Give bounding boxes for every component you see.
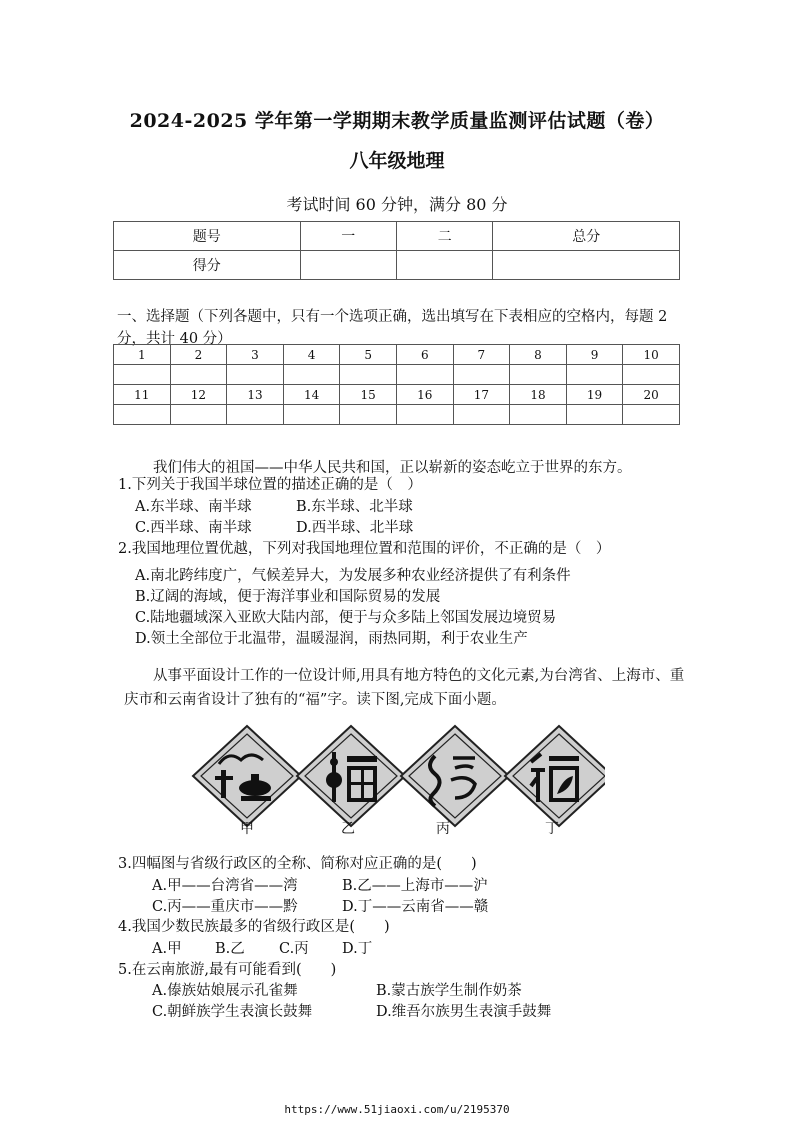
figure-label-jia: 甲	[240, 821, 254, 837]
table-row	[114, 251, 680, 280]
answer-cell[interactable]	[227, 365, 284, 385]
section-one-heading: 一、选择题（下列各题中，只有一个选项正确，选出填写在下表相应的空格内，每题 2 分，共计 40 分）	[117, 309, 668, 347]
score-header-cell: 一	[300, 222, 396, 251]
answer-cell[interactable]	[510, 365, 567, 385]
option-a: A.傣族姑娘展示孔雀舞	[152, 983, 298, 999]
table-row	[114, 222, 680, 251]
option-b: B.东半球、北半球	[296, 499, 413, 515]
table-row	[114, 345, 680, 365]
answer-cell[interactable]	[227, 405, 284, 425]
answer-cell[interactable]	[114, 405, 171, 425]
option-c: C.朝鲜族学生表演长鼓舞	[152, 1004, 313, 1020]
score-header-cell: 总分	[493, 222, 680, 251]
option-d: D.维吾尔族男生表演手鼓舞	[376, 1004, 552, 1020]
answer-number-cell: 13	[227, 385, 284, 405]
answer-number-cell: 3	[227, 345, 284, 365]
answer-number-cell: 15	[340, 385, 397, 405]
answer-cell[interactable]	[453, 365, 510, 385]
answer-number-cell: 12	[170, 385, 227, 405]
figure-label-bing: 丙	[436, 821, 450, 837]
score-table	[113, 221, 680, 280]
answer-cell[interactable]	[170, 365, 227, 385]
answer-number-cell: 7	[453, 345, 510, 365]
option-d: D.西半球、北半球	[296, 520, 414, 536]
question-stem: 3.四幅图与省级行政区的全称、简称对应正确的是( )	[118, 856, 477, 872]
answer-cell[interactable]	[453, 405, 510, 425]
option-d: D.领土全部位于北温带，温暖湿润，雨热同期，利于农业生产	[135, 631, 528, 647]
exam-title: 2024-2025 学年第一学期期末教学质量监测评估试题（卷）	[129, 110, 665, 132]
answer-cell[interactable]	[396, 405, 453, 425]
option-c: C.西半球、南半球	[135, 520, 252, 536]
question-stem: 2.我国地理位置优越，下列对我国地理位置和范围的评价，不正确的是（ ）	[118, 541, 611, 557]
fu-diamond-bing	[401, 726, 509, 826]
table-row	[114, 365, 680, 385]
score-row-label: 得分	[114, 251, 301, 280]
footer-url[interactable]: https://www.51jiaoxi.com/u/2195370	[284, 1103, 510, 1116]
answer-number-cell: 18	[510, 385, 567, 405]
subject-title: 八年级地理	[349, 150, 445, 172]
answer-number-cell: 16	[396, 385, 453, 405]
answer-cell[interactable]	[283, 405, 340, 425]
score-cell[interactable]	[493, 251, 680, 280]
option-b: B.辽阔的海域，便于海洋事业和国际贸易的发展	[135, 589, 441, 605]
answer-cell[interactable]	[340, 405, 397, 425]
answer-number-cell: 14	[283, 385, 340, 405]
table-row	[114, 385, 680, 405]
answer-cell[interactable]	[566, 365, 623, 385]
answer-number-cell: 1	[114, 345, 171, 365]
answer-number-cell: 10	[623, 345, 680, 365]
answer-cell[interactable]	[114, 365, 171, 385]
question-stem: 5.在云南旅游,最有可能看到( )	[118, 962, 337, 978]
table-row	[114, 405, 680, 425]
question-stem: 4.我国少数民族最多的省级行政区是( )	[118, 919, 390, 935]
intro-paragraph: 从事平面设计工作的一位设计师,用具有地方特色的文化元素,为台湾省、上海市、重庆市和云南省设计了独有的“福”字。读下图,完成下面小题。	[124, 668, 685, 708]
option-c: C.陆地疆域深入亚欧大陆内部，便于与众多陆上邻国发展边境贸易	[135, 610, 557, 626]
figure-label-yi: 乙	[341, 821, 355, 837]
answer-number-cell: 17	[453, 385, 510, 405]
option-a: A.东半球、南半球	[135, 499, 252, 515]
option-c: C.丙——重庆市——黔	[152, 899, 298, 915]
answer-cell[interactable]	[623, 405, 680, 425]
score-header-cell: 题号	[114, 222, 301, 251]
option-b: B.乙	[215, 941, 245, 957]
answer-cell[interactable]	[566, 405, 623, 425]
option-d: D.丁	[342, 941, 373, 957]
answer-number-cell: 6	[396, 345, 453, 365]
fu-diamond-jia	[193, 726, 301, 826]
option-a: A.甲——台湾省——湾	[152, 878, 298, 894]
answer-number-cell: 5	[340, 345, 397, 365]
option-a: A.南北跨纬度广，气候差异大，为发展多种农业经济提供了有利条件	[135, 568, 571, 584]
option-a: A.甲	[152, 941, 182, 957]
question-stem: 1.下列关于我国半球位置的描述正确的是（ ）	[118, 477, 422, 493]
answer-number-cell: 11	[114, 385, 171, 405]
answer-cell[interactable]	[170, 405, 227, 425]
answer-number-cell: 20	[623, 385, 680, 405]
answer-cell[interactable]	[623, 365, 680, 385]
fu-diamond-ding	[505, 726, 605, 826]
score-header-cell: 二	[396, 222, 492, 251]
answer-cell[interactable]	[396, 365, 453, 385]
answer-number-cell: 9	[566, 345, 623, 365]
answer-number-cell: 2	[170, 345, 227, 365]
answer-number-cell: 8	[510, 345, 567, 365]
fu-diamond-yi	[297, 726, 405, 826]
option-b: B.蒙古族学生制作奶茶	[376, 983, 522, 999]
option-c: C.丙	[279, 941, 309, 957]
option-b: B.乙——上海市——沪	[342, 878, 488, 894]
answer-number-cell: 4	[283, 345, 340, 365]
score-cell[interactable]	[396, 251, 492, 280]
answer-cell[interactable]	[510, 405, 567, 425]
answer-number-cell: 19	[566, 385, 623, 405]
answer-cell[interactable]	[283, 365, 340, 385]
answer-cell[interactable]	[340, 365, 397, 385]
exam-info: 考试时间 60 分钟，满分 80 分	[286, 195, 508, 214]
option-d: D.丁——云南省——赣	[342, 899, 489, 915]
figure-label-ding: 丁	[545, 821, 559, 837]
intro-paragraph: 我们伟大的祖国——中华人民共和国，正以崭新的姿态屹立于世界的东方。	[153, 460, 632, 476]
score-cell[interactable]	[300, 251, 396, 280]
answer-table	[113, 344, 680, 425]
